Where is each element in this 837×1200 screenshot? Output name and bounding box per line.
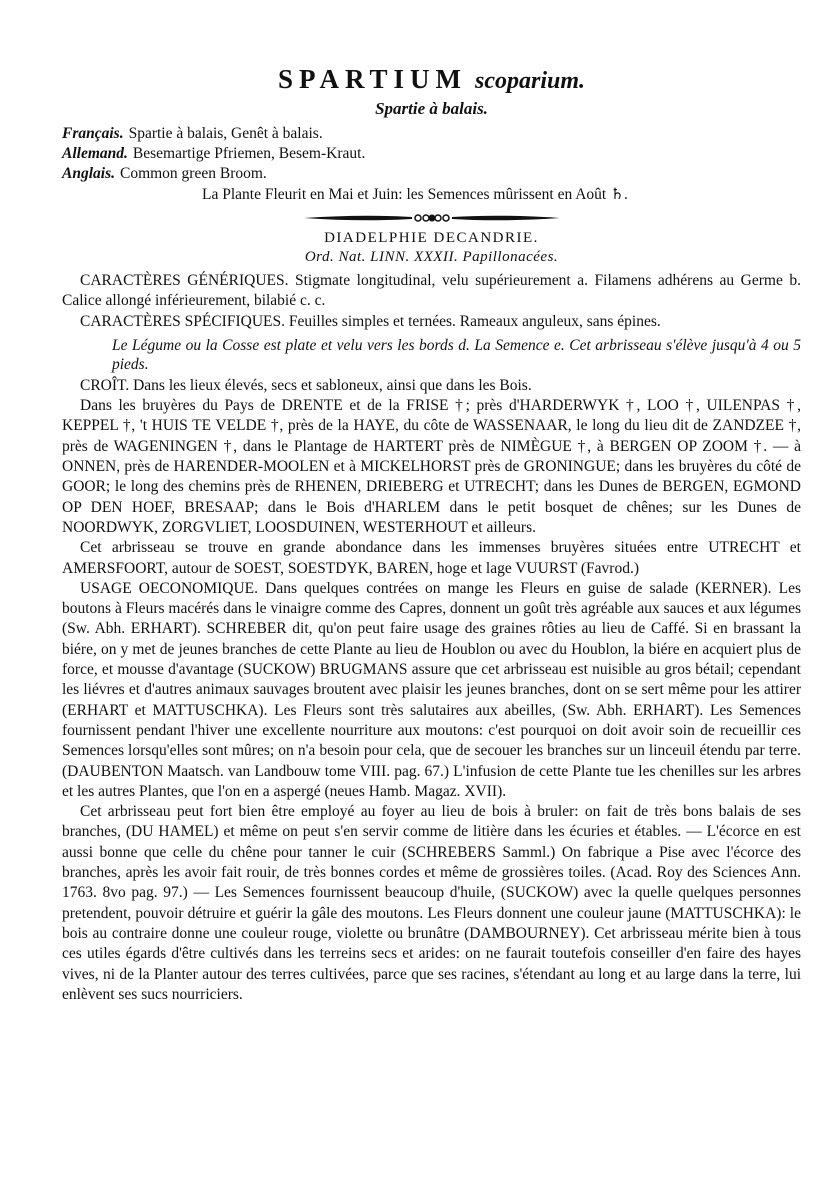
generic-characters: CARACTÈRES GÉNÉRIQUES. Stigmate longitudinal, velu supérieurement a. Filamens adhérens au Germe b. Calice allongé inférieurement, bilabié c. c.: [62, 272, 801, 310]
ornament-divider: [62, 211, 801, 225]
genus-name: SPARTIUM: [277, 64, 468, 94]
natural-order: Ord. Nat. LINN. XXXII. Papillonacées.: [304, 249, 559, 265]
specific-characters: CARACTÈRES SPÉCIFIQUES. Feuilles simples et ternées. Rameaux anguleux, sans épines.: [80, 312, 661, 330]
language-label: Français.: [62, 125, 124, 142]
french-title: Spartie à balais.: [375, 99, 488, 118]
flowering-season: La Plante Fleurit en Mai et Juin: les Semences mûrissent en Août ♄.: [202, 186, 628, 203]
common-name-row: [62, 164, 801, 184]
ornament-icon: [302, 211, 562, 225]
other-uses: Cet arbrisseau peut fort bien être employé au foyer au lieu de bois à bruler: on fait de très bons balais de ses branches, (DU HAMEL) et même on peut s'en servir comme de litière dans les écuries et étables. — L'écorce en est aussi bonne que celle du chêne pour tanner le cuir (SCHREBERS Samml.) On fabrique a Pise avec l'écorce des branches, après les avoir fait rouir, de très bonnes cordes et même de grossières toiles. (Acad. Roy des Sciences Ann. 1763. 8vo pag. 97.) — Les Semences fournissent beaucoup d'huile, (SUCKOW) avec la quelle quelques personnes pretendent, pouvoir détruire et guérir la gâle des moutons. Les Fleurs donnent une couleur jaune (MATTUSCHKA): le bois au contraire donne une couleur rouge, violette ou brunâtre (DAMBOURNEY). Cet arbrisseau mérite bien à tous ces utiles égards d'être cultivés dans les terreins secs et arides: on ne faurait toutefois conseiller d'en faire des hayes vives, ni de la Planter autour des terres cultivées, parce que ses racines, s'étendant au long et au large dans la terre, lui enlèvent ses sucs nourriciers.: [62, 803, 801, 1003]
language-label: Anglais.: [62, 165, 115, 182]
language-label: Allemand.: [62, 145, 128, 162]
plant-title: [62, 64, 801, 96]
common-name-row: [62, 144, 801, 164]
species-name: scoparium.: [475, 68, 586, 94]
habitat: CROÎT. Dans les lieux élevés, secs et sabloneux, ainsi que dans les Bois.: [80, 376, 532, 394]
common-name-row: [62, 124, 801, 144]
fruit-description: Le Légume ou la Cosse est plate et velu vers les bords d. La Semence e. Cet arbrisseau s'élève jusqu'à 4 ou 5 pieds.: [112, 336, 801, 373]
common-name: Common green Broom.: [119, 165, 267, 182]
linnaean-class: DIADELPHIE DECANDRIE.: [324, 230, 539, 246]
abundance-note: Cet arbrisseau se trouve en grande abondance dans les immenses bruyères situées entre UTRECHT et AMERSFOORT, autour de SOEST, SOESTDYK, BAREN, hoge et lage VUURST (Favrod.): [62, 539, 801, 577]
localities: Dans les bruyères du Pays de DRENTE et de la FRISE †; près d'HARDERWYK †, LOO †, UILENPAS †, KEPPEL †, 't HUIS TE VELDE †, près de la HAYE, du côte de WASSENAAR, le long du lieu dit de ZANDZEE †, près de WAGENINGEN †, dans le Plantage de HARTERT près de NIMÈGUE †, à BERGEN OP ZOOM †. — à ONNEN, près de HARENDER-MOOLEN et à MICKELHORST près de GRONINGUE; dans les bruyères du côté de GOOR; le long des chemins près de RHENEN, DRIEBERG et UTRECHT; dans les Dunes de BERGEN, EGMOND OP DEN HOEF, BRESAAP; dans le Bois d'HARLEM dans le petit bosquet de chênes; sur les Dunes de NOORDWYK, ZORGVLIET, LOOSDUINEN, WESTERHOUT et ailleurs.: [62, 397, 801, 536]
economic-use: USAGE OECONOMIQUE. Dans quelques contrées on mange les Fleurs en guise de salade (KERNER). Les boutons à Fleurs macérés dans le vinaigre comme des Capres, donnent un goût très agréable aux sauces et aux légumes (Sw. Abh. ERHART). SCHREBER dit, qu'on peut faire usage des graines rôties au lieu de Caffé. Si en brassant la biére, on y met de jeunes branches de cette Plante au lieu de Houblon ou avec du Houblon, la biére en acquiert plus de force, et mousse d'avantage (SUCKOW) BRUGMANS assure que cet arbrisseau est nuisible au gros bétail; cependant les liévres et d'autres animaux sauvages broutent avec plaisir les jeunes branches, dont on se sert même pour les attirer (ERHART et MATTUSCHKA). Les Fleurs sont très salutaires aux abeilles, (Sw. Abh. ERHART). Les Semences fournissent pendant l'hiver une excellente nourriture aux moutons: c'est pourquoi on doit avoir soin de recueillir ces Semences lorsqu'elles sont mûres; on n'a besoin pour cela, que de secouer les branches sur un linceuil étendu par terre. (DAUBENTON Maatsch. van Landbouw tome VIII. pag. 67.) L'infusion de cette Plante tue les chenilles sur les arbres et les autres Plantes, que l'on en a aspergé (neues Hamb. Magaz. XVII).: [62, 579, 801, 800]
common-name: Spartie à balais, Genêt à balais.: [128, 125, 323, 142]
common-name: Besemartige Pfriemen, Besem-Kraut.: [132, 145, 366, 162]
common-names: [62, 124, 801, 184]
